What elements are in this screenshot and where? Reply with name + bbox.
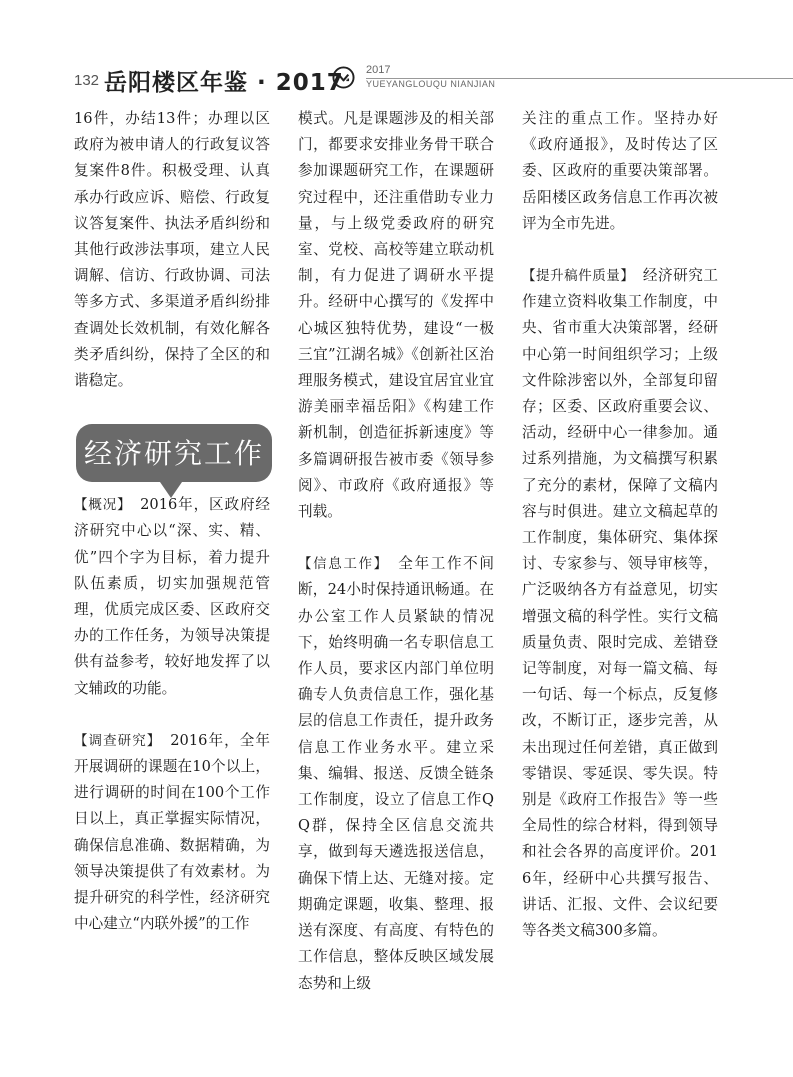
subsection-tag: 【信息工作】	[298, 556, 383, 573]
paragraph-gap	[522, 237, 718, 263]
page-number: 132	[74, 72, 100, 89]
paragraph-overview	[74, 492, 270, 702]
paragraph-info	[298, 551, 494, 996]
speech-bubble-tail	[160, 482, 182, 498]
paragraph-text: 2016年，全年开展调研的课题在10个以上，进行调研的时间在100个工作日以上，真正掌握实际情况，确保信息准确、数据精确，为领导决策提供了有效素材。为提升研究的科学性，经济研究中心建立“内联外援”的工作	[74, 731, 270, 933]
paragraph-quality	[522, 263, 718, 944]
column-2	[298, 106, 494, 997]
paragraph: 16件，办结13件；办理以区政府为被申请人的行政复议答复案件8件。积极受理、认真承办行政应诉、赔偿、行政复议答复案件、执法矛盾纠纷和其他行政涉法事项，建立人民调解、信访、行政协调、司法等多方式、多渠道矛盾纠纷排查调处长效机制，有效化解各类矛盾纠纷，保持了全区的和谐稳定。	[74, 110, 270, 390]
paragraph: 模式。凡是课题涉及的相关部门，都要求安排业务骨干联合参加课题研究工作，在课题研究过程中，还注重借助专业力量，与上级党委政府的研究室、党校、高校等建立联动机制，有力促进了调研水平提升。经研中心撰写的《发挥中心城区独特优势，建设“一极三宜”江湖名城》《创新社区治理服务模式，建设宜居宜业宜游美丽幸福岳阳》《构建工作新机制，创造征拆新速度》等多篇调研报告被市委《领导参阅》、市政府《政府通报》等刊载。	[298, 110, 494, 521]
paragraph-gap	[74, 702, 270, 728]
section-heading	[76, 424, 272, 482]
paragraph-text: 2016年，区政府经济研究中心以“深、实、精、优”四个字为目标，着力提升队伍素质，切实加强规范管理，优质完成区委、区政府交办的工作任务，为领导决策提供有益参考，较好地发挥了以文辅政的功能。	[74, 496, 270, 697]
paragraph-gap	[298, 525, 494, 551]
subsection-tag: 【调查研究】	[74, 732, 155, 749]
paragraph-text: 经济研究工作建立资料收集工作制度，中央、省市重大决策部署，经研中心第一时间组织学习；上级文件除涉密以外，全部复印留存；区委、区政府重要会议、活动，经研中心一律参加。通过系列措施，为文稿撰写积累了充分的素材，保障了文稿内容与时俱进。建立文稿起草的工作制度，集体研究、集体探讨、专家参与、领导审核等，广泛吸纳各方有益意见，切实增强文稿的科学性。实行文稿质量负责、限时完成、差错登记等制度，对每一篇文稿、每一句话、每一个标点，反复修改，不断订正，逐步完善，从未出现过任何差错，真正做到零错误、零延误、零失误。特别是《政府工作报告》等一些全局性的综合材料，得到领导和社会各界的高度评价。2016年，经研中心共撰写报告、讲话、汇报、文件、会议纪要等各类文稿300多篇。	[522, 267, 718, 940]
paragraph-text: 全年工作不间断，24小时保持通讯畅通。在办公室工作人员紧缺的情况下，始终明确一名专职信息工作人员，要求区内部门单位明确专人负责信息工作，强化基层的信息工作责任，提升政务信息工作业务水平。建立采集、编辑、报送、反馈全链条工作制度，设立了信息工作QQ群，保持全区信息交流共享，做到每天遴选报送信息，确保下情上达、无缝对接。定期确定课题，收集、整理、报送有深度、有高度、有特色的工作信息，整体反映区域发展态势和上级	[298, 555, 494, 992]
circle-chevron-down-icon	[332, 66, 355, 89]
header-pinyin: YUEYANGLOUQU NIANJIAN	[366, 79, 496, 89]
paragraph-survey	[74, 728, 270, 938]
header-year: 2017	[366, 64, 391, 76]
section-title: 经济研究工作	[83, 437, 264, 471]
subsection-tag: 【提升稿件质量】	[522, 268, 628, 285]
page-header	[0, 0, 793, 100]
subsection-tag: 【概况】	[74, 497, 125, 514]
column-3	[522, 106, 718, 944]
column-1	[74, 106, 270, 937]
book-title: 岳阳楼区年鉴 · 2017	[104, 70, 344, 96]
paragraph: 关注的重点工作。坚持办好《政府通报》，及时传达了区委、区政府的重要决策部署。岳阳楼区政务信息工作再次被评为全市先进。	[522, 110, 718, 232]
